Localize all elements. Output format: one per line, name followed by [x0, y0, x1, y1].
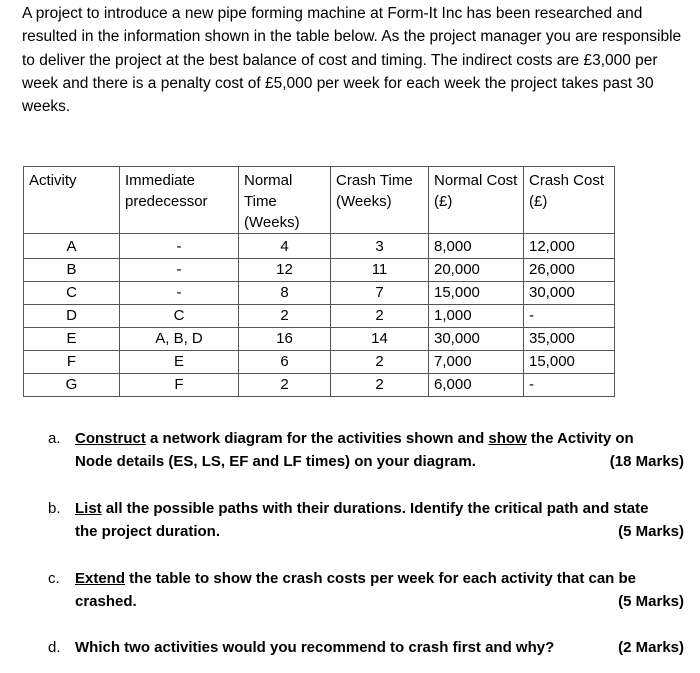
cell-normal-time: 8: [239, 282, 331, 305]
intro-paragraph: A project to introduce a new pipe forming machine at Form-It Inc has been researched and resulted in the information shown in the table below. As the project manager you are responsible to deliver the project at the best balance of cost and timing. The indirect costs are £3,000 per week and there is a penalty cost of £5,000 per week for each week the project takes past 30 weeks.: [22, 5, 682, 116]
question-a-line1-rest: the Activity on: [526, 430, 634, 447]
question-c: [48, 567, 688, 613]
cell-normal-cost: 6,000: [429, 374, 524, 397]
question-a-verb1: Construct: [75, 430, 146, 447]
cell-activity: C: [24, 282, 120, 305]
cell-activity: B: [24, 259, 120, 282]
table-row: [24, 305, 615, 328]
table-row: [24, 234, 615, 259]
cell-normal-cost: 15,000: [429, 282, 524, 305]
cell-normal-cost: 20,000: [429, 259, 524, 282]
cell-crash-time: 2: [331, 351, 429, 374]
table-row: [24, 351, 615, 374]
cell-normal-time: 4: [239, 234, 331, 259]
header-crash-cost: Crash Cost (£): [524, 167, 615, 234]
cell-normal-cost: 30,000: [429, 328, 524, 351]
header-predecessor: Immediate predecessor: [120, 167, 239, 234]
cell-predecessor: C: [120, 305, 239, 328]
cell-crash-time: 2: [331, 374, 429, 397]
question-b-letter: b.: [48, 500, 61, 517]
question-b-line1-rest: all the possible paths with their durations. Identify the critical path and state: [101, 500, 649, 517]
header-normal-cost: Normal Cost (£): [429, 167, 524, 234]
question-c-letter: c.: [48, 570, 60, 587]
cell-predecessor: -: [120, 282, 239, 305]
cell-normal-cost: 1,000: [429, 305, 524, 328]
cell-normal-cost: 7,000: [429, 351, 524, 374]
cell-activity: E: [24, 328, 120, 351]
table-row: [24, 328, 615, 351]
table-row: [24, 374, 615, 397]
question-a-mid1: a network diagram for the activities shown and: [145, 430, 489, 447]
header-crash-time: Crash Time (Weeks): [331, 167, 429, 234]
cell-crash-cost: 15,000: [524, 351, 615, 374]
question-d-letter: d.: [48, 639, 61, 656]
question-d-line1: Which two activities would you recommend to crash first and why? (2 Marks): [75, 636, 688, 659]
cell-crash-cost: 12,000: [524, 234, 615, 259]
cell-crash-time: 11: [331, 259, 429, 282]
cell-activity: F: [24, 351, 120, 374]
question-c-line2: crashed. (5 Marks): [75, 590, 688, 613]
question-a-verb2: show: [488, 430, 527, 447]
project-activity-table: [23, 166, 615, 397]
cell-normal-time: 2: [239, 305, 331, 328]
cell-crash-time: 2: [331, 305, 429, 328]
question-b-line1: [75, 497, 688, 520]
cell-predecessor: -: [120, 259, 239, 282]
question-c-verb: Extend: [75, 570, 126, 587]
question-b-line2: the project duration. (5 Marks): [75, 520, 688, 543]
cell-crash-cost: 30,000: [524, 282, 615, 305]
table-header-row: [24, 167, 615, 234]
table-row: [24, 282, 615, 305]
question-a-line1: [75, 427, 688, 450]
cell-normal-time: 16: [239, 328, 331, 351]
cell-normal-time: 6: [239, 351, 331, 374]
cell-normal-time: 12: [239, 259, 331, 282]
question-d: [48, 636, 688, 659]
question-a-line2: Node details (ES, LS, EF and LF times) on your diagram. (18 Marks): [75, 450, 688, 473]
cell-crash-cost: 26,000: [524, 259, 615, 282]
cell-activity: G: [24, 374, 120, 397]
header-activity: Activity: [24, 167, 120, 234]
header-normal-time: Normal Time (Weeks): [239, 167, 331, 234]
cell-crash-time: 14: [331, 328, 429, 351]
cell-predecessor: A, B, D: [120, 328, 239, 351]
cell-crash-cost: -: [524, 305, 615, 328]
cell-predecessor: F: [120, 374, 239, 397]
cell-predecessor: -: [120, 234, 239, 259]
cell-crash-cost: -: [524, 374, 615, 397]
cell-crash-time: 7: [331, 282, 429, 305]
question-b-marks: (5 Marks): [618, 523, 684, 540]
question-a-marks: (18 Marks): [609, 453, 684, 470]
question-b: [48, 497, 688, 543]
cell-activity: A: [24, 234, 120, 259]
question-b-verb: List: [75, 500, 102, 517]
cell-activity: D: [24, 305, 120, 328]
table-row: [24, 259, 615, 282]
cell-normal-time: 2: [239, 374, 331, 397]
question-a: [48, 427, 688, 473]
question-a-letter: a.: [48, 430, 61, 447]
cell-normal-cost: 8,000: [429, 234, 524, 259]
question-d-marks: (2 Marks): [618, 639, 684, 656]
cell-crash-cost: 35,000: [524, 328, 615, 351]
question-c-line1-rest: the table to show the crash costs per week for each activity that can be: [125, 570, 637, 587]
cell-crash-time: 3: [331, 234, 429, 259]
cell-predecessor: E: [120, 351, 239, 374]
question-c-line1: [75, 567, 688, 590]
question-c-marks: (5 Marks): [618, 593, 684, 610]
